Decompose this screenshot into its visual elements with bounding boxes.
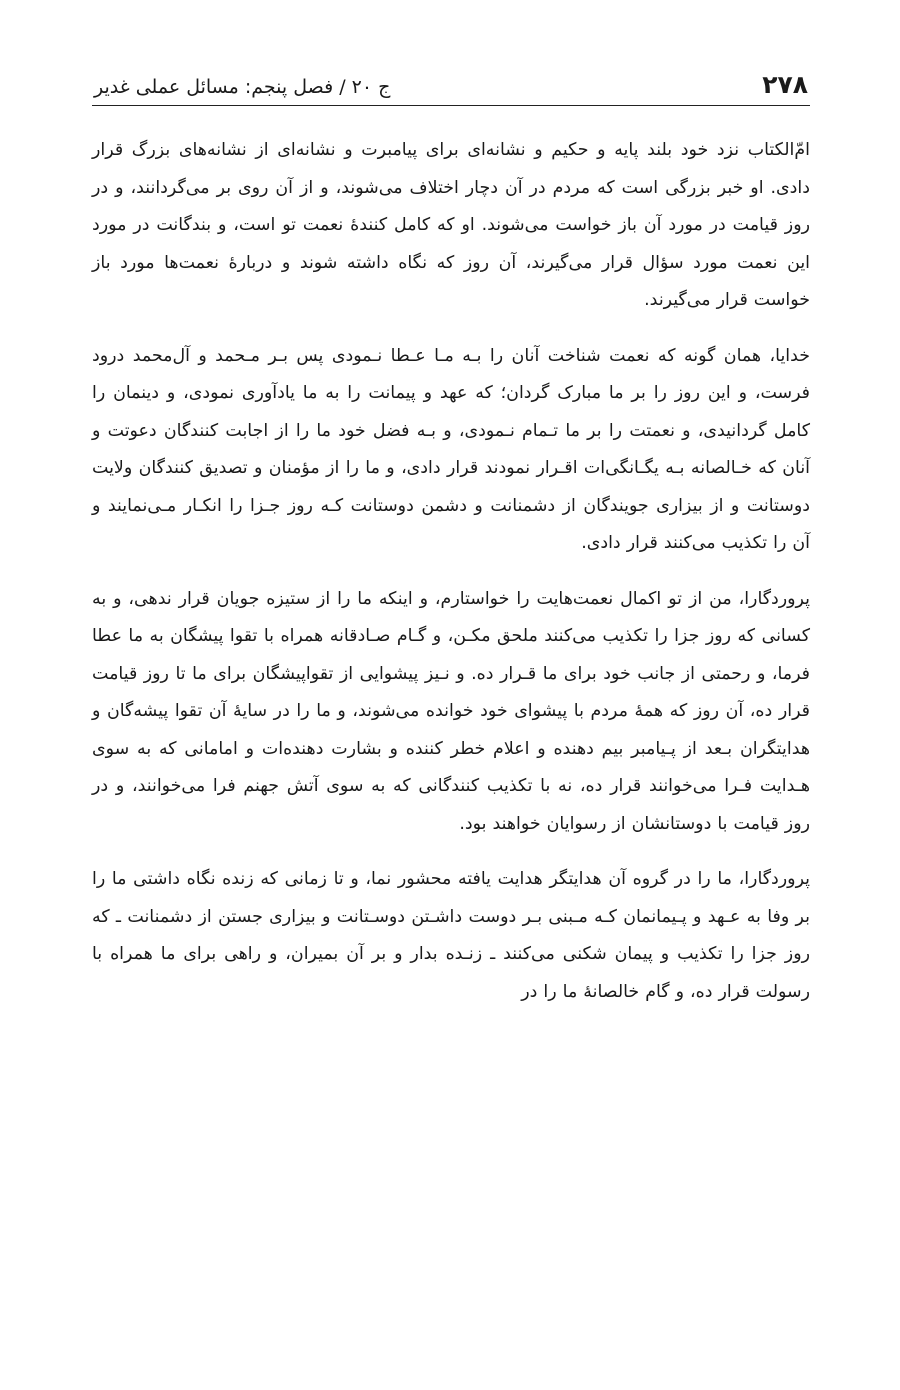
page-header (92, 60, 810, 106)
body-text (92, 132, 810, 1011)
paragraph-1: امّ‌الکتاب نزد خود بلند پایه و حکیم و نشانه‌ای برای پیامبرت و نشانه‌ای از نشانه‌های بزرگ قرار دادی. او خبر بزرگی است که مردم در آن دچار اختلاف می‌شوند، و از آن روی بر می‌گردانند، و در روز قیامت در مورد آن باز خواست می‌شوند. او که کامل کنندۀ نعمت تو است، و بندگانت در مورد این نعمت مورد سؤال قرار می‌گیرند، آن روز که نگاه داشته شوند و دربارۀ نعمت‌ها مورد باز خواست قرار می‌گیرند. (92, 140, 810, 310)
paragraph-2: خدایا، همان گونه که نعمت شناخت آنان را بـه مـا عـطا نـمودی پس بـر مـحمد و آل‌محمد درود فرست، و این روز را بر ما مبارک گردان؛ که عهد و پیمانت را به ما یادآوری نمودی، و دینمان را کامل گردانیدی، و نعمتت را بر ما تـمام نـمودی، و بـه فضل خود ما را از اجابت کنندگان دعوتت و آنان که خـالصانه بـه یگـانگی‌ات اقـرار نمودند قرار دادی، و ما را از مؤمنان و تصدیق کنندگان ولایت دوستانت و از بیزاری جویندگان از دشمنانت و دشمن دوستانت کـه روز جـزا را انکـار مـی‌نمایند و آن را تکذیب می‌کنند قرار دادی. (92, 345, 810, 553)
paragraph-3: پروردگارا، من از تو اکمال نعمت‌هایت را خواستارم، و اینکه ما را از ستیزه جویان قرار ندهی، و به کسانی که روز جزا را تکذیب می‌کنند ملحق مکـن، و گـام صـادقانه همراه با تقوا پیشگان به ما عطا فرما، و رحمتی از جانب خود برای ما قـرار ده. و نـیز پیشوایی از تقواپیشگان برای ما تا روز قیامت قرار ده، آن روز که همۀ مردم با پیشوای خود خوانده می‌شوند، و ما را در سایۀ آن تقوا پیشه‌گان و هدایتگران بـعد از پـیامبر بیم دهنده و اعلام خطر کننده و بشارت دهنده‌ات و امامانی که به سوی هـدایت فـرا می‌خوانند قرار ده، نه با تکذیب کنندگانی که به سوی آتش جهنم فرا می‌خوانند، و در روز قیامت با دوستانشان از رسوایان خواهند بود. (92, 588, 810, 834)
paragraph-4: پروردگارا، ما را در گروه آن هدایتگر هدایت یافته محشور نما، و تا زمانی که زنده نگاه داشتی ما را بر وفا به عـهد و پـیمانمان کـه مـبنی بـر دوست داشـتن دوسـتانت و بیزاری جستن از دشمنانت ـ که روز جزا را تکذیب و پیمان شکنی می‌کنند ـ زنـده بدار و بر آن بمیران، و راهی برای ما همراه با رسولت قرار ده، و گام خالصانۀ ما را در (92, 869, 810, 1002)
page-number: ۲۷۸ (762, 70, 808, 99)
book-page (92, 60, 810, 1029)
running-title: ج ۲۰ / فصل پنجم: مسائل عملی غدیر (94, 76, 391, 98)
